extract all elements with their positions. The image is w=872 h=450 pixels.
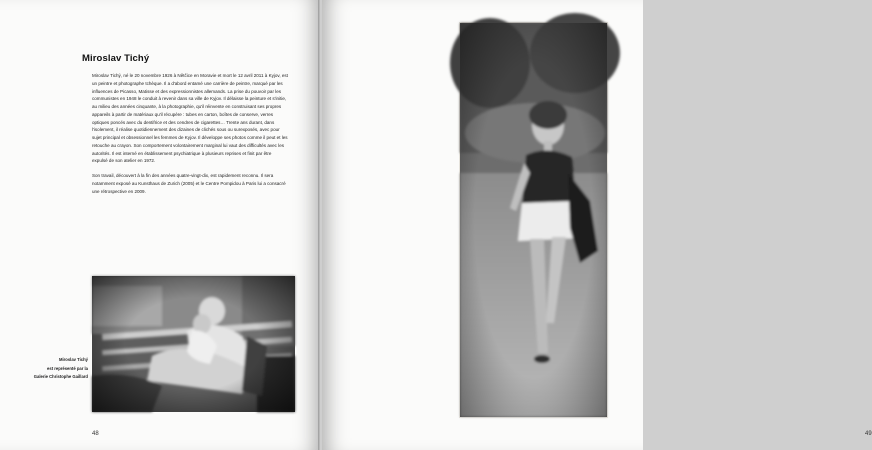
- biography-paragraph-2: Son travail, découvert à la fin des années quatre-vingt-dix, est rapidement reconnu. Il sera notamment exposé au Kunsthaus de Zurich (2005) et le Centre Pompidou à Paris lui a consacré une rétrospective en 2009.: [92, 173, 286, 194]
- bw-photo-couple-sunbathing: [92, 276, 295, 412]
- bw-photo-woman-walking: [460, 23, 607, 417]
- biography-paragraph-1: Miroslav Tichý, né le 20 novembre 1926 à Nětčice en Moravie et mort le 12 avril 2011 à Kyjov, est un peintre et photographe tchèque. Il a d'abord entamé une carrière de peintre, marqué par les influences de Picasso, Matisse et des expressionnistes allemands. La prise du pouvoir par les communistes en 1948 le conduit à revenir dans sa ville de Kyjov. Il délaisse la peinture et s'initie, au milieu des années cinquante, à la photographie, qu'il réinvente en construisant ses propres appareils à partir de matériaux qu'il récupère : tubes en carton, boîtes de conserve, verres optiques poncés avec du dentifrice et des cendres de cigarettes… Trente ans durant, dans l'isolement, il réalise quotidiennement des dizaines de clichés sous ou surexposés, avec pour sujet principal et obsessionnel les femmes de Kyjov. Il développe ses photos comme il peut et les retouche au crayon. Son comportement volontairement marginal lui vaut des difficultés avec les autorités. Il est interné en établissement psychiatrique à plusieurs reprises et finit par être expulsé de son atelier en 1972.: [92, 73, 288, 164]
- left-page: [0, 0, 320, 450]
- caption-line-3: Galerie Christophe Gaillard: [33, 374, 88, 380]
- biography-text: [92, 72, 288, 203]
- caption-line-1: Miroslav Tichý: [58, 357, 88, 362]
- photo-couple-illustration: [92, 276, 295, 412]
- photo-woman-illustration: [460, 23, 607, 417]
- page-number-right: 49: [865, 431, 872, 437]
- artist-name-title: Miroslav Tichý: [82, 53, 150, 64]
- photo-caption: [28, 356, 88, 382]
- page-number-left: 48: [92, 431, 99, 437]
- caption-line-2: est représenté par la: [47, 365, 88, 371]
